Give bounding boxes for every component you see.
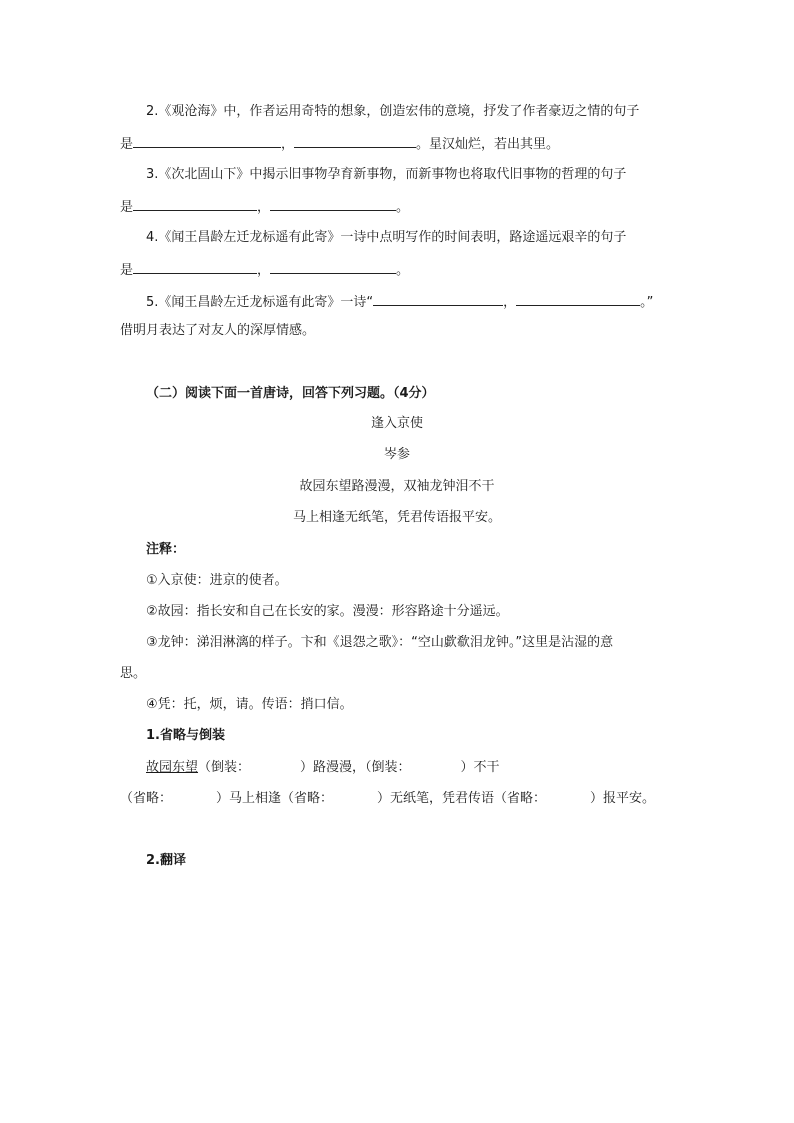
q2-blank-2[interactable] [294, 134, 416, 148]
q2-answer-line [120, 134, 559, 154]
q4-text: 4.《闻王昌龄左迁龙标遥有此寄》一诗中点明写作的时间表明，路途遥远艰辛的句子 [146, 230, 627, 245]
q3-sep: ， [257, 200, 271, 215]
exercise1-title: 1.省略与倒装 [146, 728, 225, 743]
q4-prefix: 是 [120, 263, 134, 278]
q2-sep: ， [281, 137, 295, 152]
note-3-cont: 思。 [120, 666, 147, 681]
q2-suffix: 。星汉灿烂，若出其里。 [416, 137, 560, 152]
note-3: ③龙钟：涕泪淋漓的样子。卞和《退怨之歌》：“空山歔欷泪龙钟。”这里是沾湿的意 [146, 635, 614, 650]
q4-sep: ， [257, 263, 271, 278]
exercise1-line-1 [146, 759, 500, 777]
section2-heading: （二）阅读下面一首唐诗，回答下列习题。（4分） [146, 386, 435, 401]
poem-verse-2: 马上相逢无纸笔，凭君传语报平安。 [292, 510, 501, 525]
q5-text: 5.《闻王昌龄左迁龙标遥有此寄》一诗“ [146, 295, 374, 310]
q3-blank-1[interactable] [133, 197, 257, 211]
q5-end: 。” [640, 295, 654, 310]
q2-prefix: 是 [120, 137, 134, 152]
ex1-l2-d: ）报平安。 [590, 791, 656, 806]
q5-sep: ， [503, 295, 517, 310]
q5-line-1 [146, 292, 653, 312]
poem-title: 逢入京使 [370, 416, 423, 431]
ex1-l1-d: ）不干 [460, 760, 500, 775]
q3-text: 3.《次北固山下》中揭示旧事物孕育新事物，而新事物也将取代旧事物的哲理的句子 [146, 167, 627, 182]
q2-text: 2.《观沧海》中，作者运用奇特的想象，创造宏伟的意境，抒发了作者豪迈之情的句子 [146, 104, 640, 119]
q5-blank-1[interactable] [373, 292, 503, 306]
underlined-phrase: 故园东望 [146, 760, 199, 775]
q4-blank-2[interactable] [270, 260, 396, 274]
ex1-l2-b: ）马上相逢（省略： [216, 791, 334, 806]
poem-author: 岑参 [383, 447, 410, 462]
note-4: ④凭：托，烦，请。传语：捎口信。 [146, 697, 353, 712]
ex1-l1-b: （倒装： [198, 760, 251, 775]
ex1-l2-a: （省略： [120, 791, 173, 806]
q4-answer-line [120, 260, 409, 280]
ex1-l1-c: ）路漫漫，（倒装： [300, 760, 411, 775]
note-1: ①入京使：进京的使者。 [146, 573, 288, 588]
q5-line-2: 借明月表达了对友人的深厚情感。 [120, 323, 316, 338]
q4-suffix: 。 [396, 263, 410, 278]
q3-answer-line [120, 197, 409, 217]
q2-blank-1[interactable] [133, 134, 281, 148]
q3-blank-2[interactable] [270, 197, 396, 211]
exercise1-line-2 [120, 790, 655, 808]
q3-suffix: 。 [396, 200, 410, 215]
notes-label: 注释： [146, 542, 186, 557]
q5-blank-2[interactable] [516, 292, 640, 306]
note-2: ②故园：指长安和自己在长安的家。漫漫：形容路途十分遥远。 [146, 604, 509, 619]
q3-prefix: 是 [120, 200, 134, 215]
q4-blank-1[interactable] [133, 260, 257, 274]
poem-verse-1: 故园东望路漫漫，双袖龙钟泪不干 [299, 479, 495, 494]
exercise2-title: 2.翻译 [146, 853, 186, 868]
ex1-l2-c: ）无纸笔，凭君传语（省略： [377, 791, 547, 806]
